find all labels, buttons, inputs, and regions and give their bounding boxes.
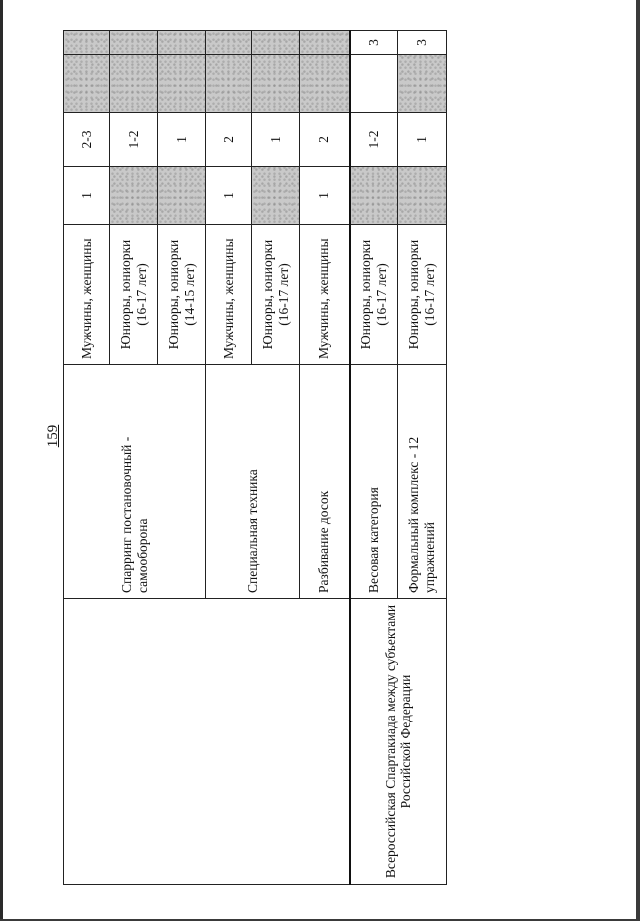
age-group-cell: Юниоры, юниорки (14-15 лет): [158, 225, 206, 365]
age-group-cell: Юниоры, юниорки (16-17 лет): [252, 225, 300, 365]
value-cell: 1: [300, 167, 350, 225]
shaded-cell: [252, 31, 300, 55]
value-cell: 2-3: [64, 113, 110, 167]
shaded-cell: [206, 55, 252, 113]
age-group-cell: Юниоры, юниорки (16-17 лет): [110, 225, 158, 365]
shaded-cell: [398, 167, 447, 225]
shaded-cell: [110, 55, 158, 113]
scan-edge-right: [636, 0, 640, 921]
event-cell: Всероссийская Спартакиада между субъектами Российской Федерации: [350, 599, 447, 885]
shaded-cell: [110, 167, 158, 225]
shaded-cell: [206, 31, 252, 55]
age-group-cell: Мужчины, женщины: [64, 225, 110, 365]
shaded-cell: [110, 31, 158, 55]
page-number: 159: [45, 424, 61, 448]
age-group-cell: Юниоры, юниорки (16-17 лет): [350, 225, 398, 365]
shaded-cell: [300, 55, 350, 113]
shaded-cell: [252, 167, 300, 225]
value-cell: 1: [206, 167, 252, 225]
value-cell: 2: [206, 113, 252, 167]
shaded-cell: [158, 55, 206, 113]
rotated-table-container: [63, 31, 446, 885]
shaded-cell: [158, 167, 206, 225]
age-group-cell: Мужчины, женщины: [300, 225, 350, 365]
shaded-cell: [64, 55, 110, 113]
shaded-cell: [64, 31, 110, 55]
value-cell: 3: [398, 31, 447, 55]
age-group-cell: Мужчины, женщины: [206, 225, 252, 365]
shaded-cell: [158, 31, 206, 55]
age-group-cell: Юниоры, юниорки (16-17 лет): [398, 225, 447, 365]
value-cell: 2: [300, 113, 350, 167]
value-cell: 1: [158, 113, 206, 167]
scan-edge-left: [0, 0, 3, 921]
value-cell: 1-2: [350, 113, 398, 167]
event-cell: [64, 599, 350, 885]
shaded-cell: [300, 31, 350, 55]
discipline-cell: Формальный комплекс - 12 упражнений: [398, 365, 447, 599]
shaded-cell: [350, 167, 398, 225]
table-row: [350, 31, 398, 885]
value-cell: 1: [398, 113, 447, 167]
discipline-cell: Специальная техника: [206, 365, 300, 599]
discipline-cell: Разбивание досок: [300, 365, 350, 599]
discipline-cell: Спарринг постановочный - самооборона: [64, 365, 206, 599]
value-cell: [350, 55, 398, 113]
value-cell: 1: [64, 167, 110, 225]
table-row: [64, 31, 110, 885]
value-cell: 1: [252, 113, 300, 167]
value-cell: 1-2: [110, 113, 158, 167]
discipline-cell: Весовая категория: [350, 365, 398, 599]
ranking-table: [63, 30, 447, 885]
value-cell: 3: [350, 31, 398, 55]
shaded-cell: [252, 55, 300, 113]
shaded-cell: [398, 55, 447, 113]
